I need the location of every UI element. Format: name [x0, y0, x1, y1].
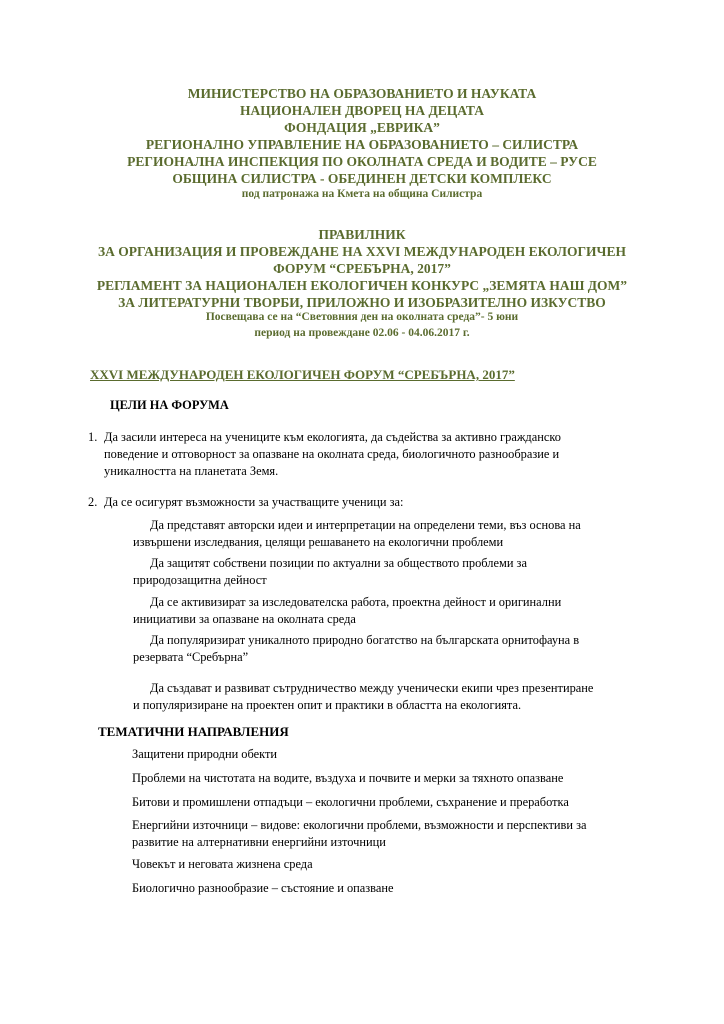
rules-line-arts: ЗА ЛИТЕРАТУРНИ ТВОРБИ, ПРИЛОЖНО И ИЗОБРАЗИТЕЛНО ИЗКУСТВО — [118, 295, 606, 310]
theme-item: Битови и промишлени отпадъци – екологични проблеми, съхранение и преработка — [132, 795, 569, 809]
header-line-foundation: ФОНДАЦИЯ „ЕВРИКА” — [284, 120, 440, 135]
goal-2-item-line: извършени изследвания, целящи решаването на екологични проблеми — [133, 535, 504, 549]
goal-2-item-line: резервата “Сребърна” — [133, 650, 249, 664]
rules-line-regulation: РЕГЛАМЕНТ ЗА НАЦИОНАЛЕН ЕКОЛОГИЧЕН КОНКУРС „ЗЕМЯТА НАШ ДОМ” — [96, 278, 628, 293]
theme-item: Защитени природни обекти — [132, 747, 278, 761]
header-line-municipality: ОБЩИНА СИЛИСТРА - ОБЕДИНЕН ДЕТСКИ КОМПЛЕКС — [172, 171, 552, 186]
theme-item: Биологично разнообразие – състояние и опазване — [132, 881, 394, 895]
header-line-palace: НАЦИОНАЛЕН ДВОРЕЦ НА ДЕЦАТА — [240, 103, 484, 118]
goal-2-intro: Да се осигурят възможности за участващите ученици за: — [104, 495, 404, 509]
goal-1-line: Да засили интереса на учениците към екологията, да съдейства за активно гражданско — [104, 430, 561, 444]
theme-item: Енергийни източници – видове: екологични проблеми, възможности и перспективи за — [132, 818, 587, 832]
forum-title-roman: XXVI — [90, 367, 127, 382]
goal-2-item-line: Да популяризират уникалното природно богатство на българската орнитофауна в — [150, 633, 580, 647]
goals-heading: ЦЕЛИ НА ФОРУМА — [110, 398, 229, 412]
goal-1-number: 1. — [88, 430, 98, 444]
rules-dedication: Посвещава се на “Световния ден на околната среда”- 5 юни — [205, 311, 519, 323]
goal-1-line: поведение и отговорност за опазване на околната среда, биологичното разнообразие и — [104, 447, 560, 461]
header-line-inspection: РЕГИОНАЛНА ИНСПЕКЦИЯ ПО ОКОЛНАТА СРЕДА И ВОДИТЕ – РУСЕ — [127, 154, 597, 169]
goal-2-item-line: Да представят авторски идеи и интерпретации на определени теми, въз основа на — [150, 518, 581, 532]
forum-title-text: МЕЖДУНАРОДЕН ЕКОЛОГИЧЕН ФОРУМ “СРЕБЪРНА, 2017” — [126, 367, 515, 382]
header-line-ministry: МИНИСТЕРСТВО НА ОБРАЗОВАНИЕТО И НАУКАТА — [187, 86, 537, 101]
goal-2-item-line: Да създават и развиват сътрудничество между ученически екипи чрез презентиране — [150, 681, 594, 695]
header-patronage: под патронажа на Кмета на община Силистра — [241, 188, 483, 200]
rules-line-forum: ФОРУМ “СРЕБЪРНА, 2017” — [273, 261, 451, 276]
goal-2-number: 2. — [88, 495, 98, 509]
theme-item: Човекът и неговата жизнена среда — [132, 857, 313, 871]
theme-item: Проблеми на чистотата на водите, въздуха и почвите и мерки за тяхното опазване — [132, 771, 564, 785]
theme-item-continuation: развитие на алтернативни енергийни източници — [132, 835, 386, 849]
rules-period: период на провеждане 02.06 - 04.06.2017 г. — [254, 327, 470, 339]
themes-heading: ТЕМАТИЧНИ НАПРАВЛЕНИЯ — [98, 724, 289, 739]
goal-2-item-line: Да се активизират за изследователска работа, проектна дейност и оригинални — [150, 595, 562, 609]
rules-line-organization: ЗА ОРГАНИЗАЦИЯ И ПРОВЕЖДАНЕ НА XXVI МЕЖДУНАРОДЕН ЕКОЛОГИЧЕН — [98, 244, 626, 259]
goal-1-line: уникалността на планетата Земя. — [104, 464, 279, 478]
goal-2-item-line: природозащитна дейност — [133, 573, 267, 587]
goal-2-item-line: инициативи за опазване на околната среда — [133, 612, 356, 626]
forum-title — [90, 367, 515, 383]
goal-2-item-line: Да защитят собствени позиции по актуални за обществото проблеми за — [150, 556, 527, 570]
goal-2-item-line: и популяризиране на проектен опит и практики в областта на екологията. — [133, 698, 522, 712]
header-line-regional-office: РЕГИОНАЛНО УПРАВЛЕНИЕ НА ОБРАЗОВАНИЕТО – СИЛИСТРА — [145, 137, 579, 152]
rules-title: ПРАВИЛНИК — [318, 227, 406, 242]
